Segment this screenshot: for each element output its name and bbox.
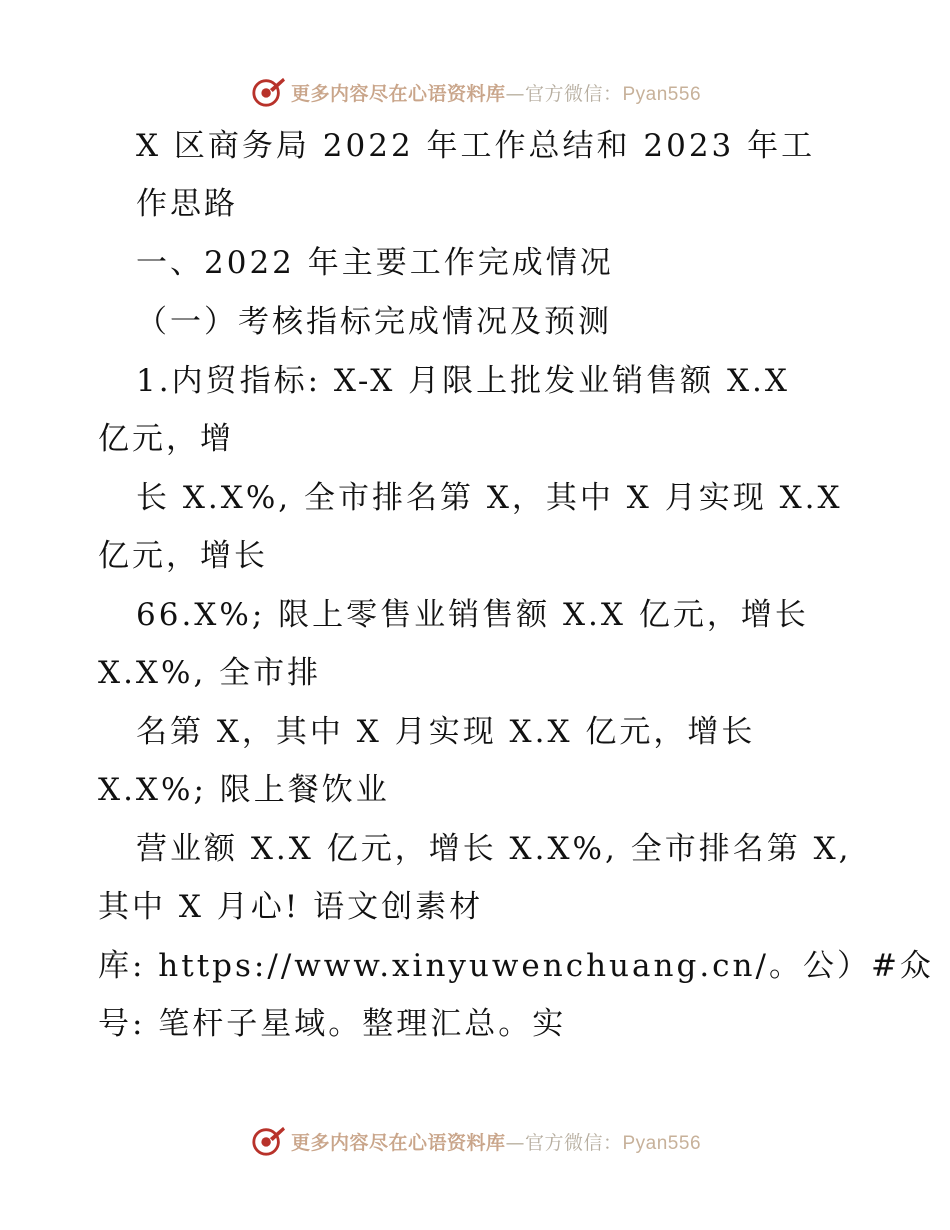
watermark-text: 更多内容尽在心语资料库—官方微信：Pyan556 bbox=[290, 82, 702, 105]
paragraph-line: 1.内贸指标: X-X 月限上批发业销售额 X.X bbox=[136, 363, 790, 399]
paragraph-line: 66.X%; 限上零售业销售额 X.X 亿元，增长 bbox=[136, 597, 809, 633]
pen-logo-icon bbox=[249, 75, 287, 109]
paragraph-line: X.X%, 全市排 bbox=[98, 655, 322, 691]
watermark-text: 更多内容尽在心语资料库—官方微信：Pyan556 bbox=[290, 1131, 702, 1154]
paragraph-line: 长 X.X%, 全市排名第 X，其中 X 月实现 X.X bbox=[136, 480, 843, 516]
watermark-header bbox=[0, 72, 950, 112]
paragraph-line: 营业额 X.X 亿元，增长 X.X%, 全市排名第 X, bbox=[136, 831, 852, 867]
doc-title-line-1: X 区商务局 2022 年工作总结和 2023 年工 bbox=[136, 128, 816, 164]
subsection-heading: （一）考核指标完成情况及预测 bbox=[136, 304, 612, 340]
doc-title-line-2: 作思路 bbox=[136, 186, 238, 222]
paragraph-line: 库: https://www.xinyuwenchuang.cn/。公）#众 bbox=[98, 948, 934, 984]
paragraph-line: 名第 X，其中 X 月实现 X.X 亿元，增长 bbox=[136, 714, 756, 750]
paragraph-line: 号: 笔杆子星域。整理汇总。实 bbox=[98, 1006, 567, 1042]
paragraph-line: X.X%; 限上餐饮业 bbox=[98, 772, 390, 808]
paragraph-line: 亿元，增 bbox=[98, 421, 234, 457]
watermark-footer bbox=[0, 1121, 950, 1161]
paragraph-line: 亿元，增长 bbox=[98, 538, 268, 574]
paragraph-line: 其中 X 月心! 语文创素材 bbox=[98, 889, 484, 925]
section-heading: 一、2022 年主要工作完成情况 bbox=[136, 245, 614, 281]
pen-logo-icon bbox=[249, 1124, 287, 1158]
